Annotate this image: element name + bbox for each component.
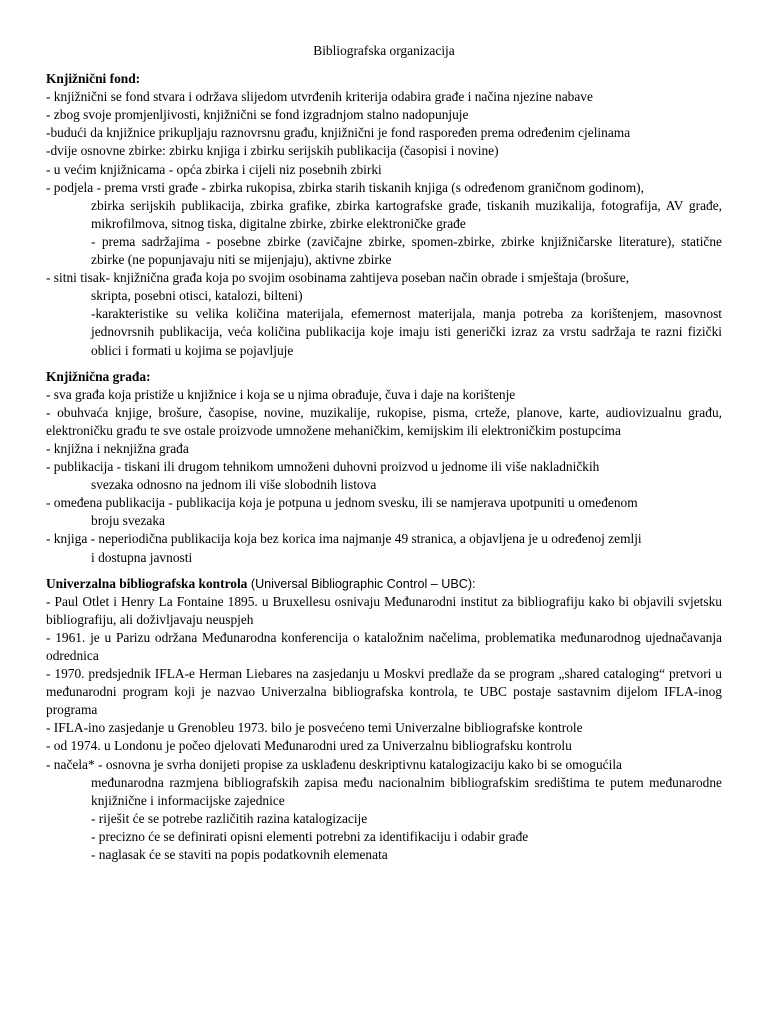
paragraph: - zbog svoje promjenljivosti, knjižnični se fond izgradnjom stalno nadopunjuje [46, 107, 469, 123]
paragraph: - 1961. je u Parizu održana Međunarodna konferencija o kataložnim načelima, problematika međunarodnog ujednačavanja odrednica [46, 629, 722, 663]
section-knjiznicni-fond [46, 70, 722, 360]
section-knjiznicna-grada [46, 368, 722, 567]
paragraph: - načela* - osnovna je svrha donijeti propise za usklađenu deskriptivnu katalogizaciju kako bi se omogućila [46, 756, 622, 772]
paragraph: - omeđena publikacija - publikacija koja je potpuna u jednom svesku, ili se namjerava upotpuniti u omeđenom [46, 495, 638, 511]
paragraph-indented: svezaka odnosno na jednom ili više slobodnih listova [91, 477, 377, 493]
paragraph-indented: zbirka serijskih publikacija, zbirka grafike, zbirka kartografske građe, tiskanih muzikalija, fotografija, AV građe, mikrofilmova, sitnog tiska, digitalne zbirke, zbirke elektroničke građe [91, 197, 722, 231]
paragraph: - knjižnični se fond stvara i održava slijedom utvrđenih kriterija odabira građe i načina njezine nabave [46, 89, 593, 105]
section-heading: Knjižnična građa: [46, 368, 151, 384]
section-heading [46, 575, 722, 593]
paragraph-indented: - precizno će se definirati opisni elementi potrebni za identifikaciju i odabir građe [91, 828, 529, 844]
paragraph-indented: skripta, posebni otisci, katalozi, bilteni) [91, 288, 303, 304]
paragraph-indented: - prema sadržajima - posebne zbirke (zavičajne zbirke, spomen-zbirke, zbirke knjižničarske literature), statične zbirke (ne popunjavaju niti se mijenjaju), aktivne zbirke [91, 233, 722, 268]
paragraph-indented: - naglasak će se staviti na popis podatkovnih elemenata [91, 847, 388, 863]
paragraph-indented: međunarodna razmjena bibliografskih zapisa među nacionalnim bibliografskim središtima te putem međunarodne knjižnične i informacijske zajednice [91, 774, 722, 808]
paragraph-indented: i dostupna javnosti [91, 549, 193, 565]
paragraph-indented: broju svezaka [91, 513, 165, 529]
paragraph: - u većim knjižnicama - opća zbirka i cijeli niz posebnih zbirki [46, 161, 382, 177]
paragraph: - podjela - prema vrsti građe - zbirka rukopisa, zbirka starih tiskanih knjiga (s određenom graničnom godinom), [46, 179, 644, 195]
section-heading-bold: Univerzalna bibliografska kontrola [46, 575, 248, 591]
section-heading: Knjižnični fond: [46, 71, 141, 87]
paragraph: - 1970. predsjednik IFLA-e Herman Liebares na zasjedanju u Moskvi predlaže da se program „shared cataloging“ pretvori u međunarodni program koji je nazvao Univerzalna bibliografska kontrola, te UBC postaje sastavnim dijelom IFLA-inog programa [46, 666, 722, 718]
paragraph: - publikacija - tiskani ili drugom tehnikom umnoženi duhovni proizvod u jednome ili više nakladničkih [46, 459, 600, 475]
paragraph: - IFLA-ino zasjedanje u Grenobleu 1973. bilo je posvećeno temi Univerzalne bibliografske kontrole [46, 720, 583, 736]
paragraph: - od 1974. u Londonu je počeo djelovati Međunarodni ured za Univerzalnu bibliografsku kontrolu [46, 738, 572, 754]
paragraph: - obuhvaća knjige, brošure, časopise, novine, muzikalije, rukopise, pisma, crteže, planove, karte, audiovizualnu građu, elektroničku građu te sve ostale proizvode umnožene mehaničkim, kemijskim ili elektroničkim postupcima [46, 404, 722, 438]
section-heading-suffix: (Universal Bibliographic Control – UBC): [247, 576, 476, 591]
paragraph: -dvije osnovne zbirke: zbirku knjiga i zbirku serijskih publikacija (časopisi i novine) [46, 143, 499, 159]
document-title: Bibliografska organizacija [313, 43, 455, 58]
paragraph: - sitni tisak- knjižnična građa koja po svojim osobinama zahtijeva poseban način obrade i smještaja (brošure, [46, 270, 630, 286]
section-ubc [46, 575, 722, 865]
paragraph: - sva građa koja pristiže u knjižnice i koja se u njima obrađuje, čuva i daje na korištenje [46, 386, 516, 402]
paragraph: - Paul Otlet i Henry La Fontaine 1895. u Bruxellesu osnivaju Međunarodni institut za bibliografiju kako bi objavili svjetsku bibliografiju, ali doživljavaju neuspjeh [46, 593, 722, 627]
paragraph: - knjiga - neperiodična publikacija koja bez korica ima najmanje 49 stranica, a objavljena je u određenoj zemlji [46, 531, 642, 547]
paragraph: - knjižna i neknjižna građa [46, 440, 189, 456]
paragraph: -budući da knjižnice prikupljaju raznovrsnu građu, knjižnični je fond raspoređen prema određenim cjelinama [46, 125, 631, 141]
paragraph-indented: - riješit će se potrebe različitih razina katalogizacije [91, 810, 368, 826]
paragraph-indented: -karakteristike su velika količina materijala, efemernost materijala, manja potreba za korištenjem, masovnost jednovrsnih publikacija, veća količina publikacija koje imaju isti generički izraz za vrstu sadržaja te razni fizički oblici i formati u kojima se pojavljuje [91, 306, 722, 358]
